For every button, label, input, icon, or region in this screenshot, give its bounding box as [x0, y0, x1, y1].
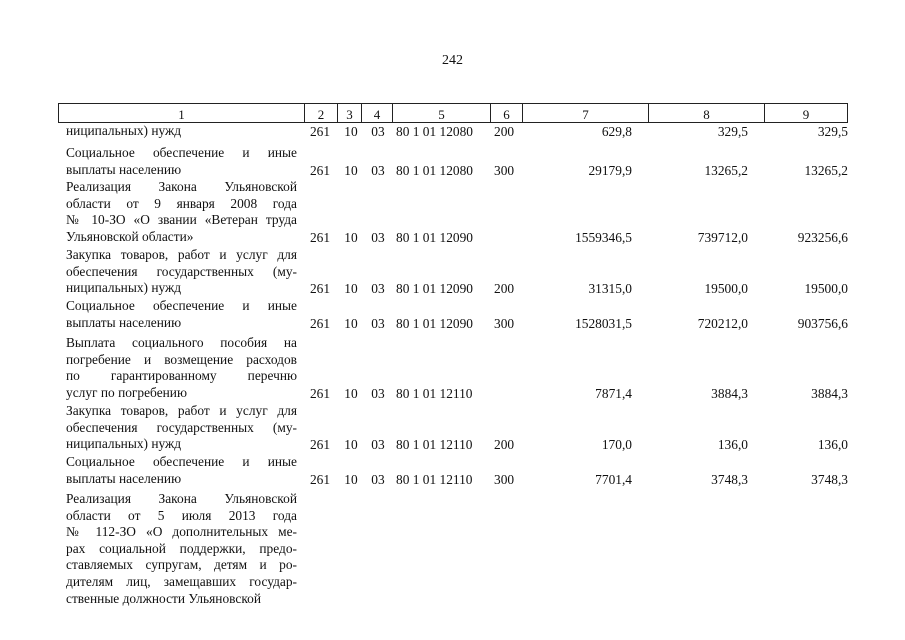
table-row [58, 123, 858, 142]
cell-section: 10 [344, 385, 358, 401]
cell-expense-type: 300 [494, 315, 515, 331]
description-line: ставляемых супругам, детям и ро- [66, 557, 297, 573]
cell-subsection: 03 [371, 124, 385, 139]
cell-amount-col7: 7871,4 [595, 385, 632, 401]
cell-amount-col9: 3748,3 [811, 471, 848, 487]
table-row [58, 403, 858, 455]
table-row [58, 491, 858, 609]
cell-target-article: 80 1 01 12110 [396, 471, 473, 487]
cell-grbs: 261 [309, 124, 331, 139]
cell-amount-col9: 923256,6 [797, 229, 848, 245]
header-col-5: 5 [392, 104, 490, 122]
cell-amount-col8: 3884,3 [711, 385, 748, 401]
cell-amount-col7: 7701,4 [595, 471, 632, 487]
header-col-9: 9 [764, 104, 848, 122]
header-col-7: 7 [522, 104, 648, 122]
header-col-3: 3 [337, 104, 361, 122]
cell-target-article: 80 1 01 12110 [396, 437, 473, 453]
cell-subsection: 03 [371, 437, 385, 453]
description-line: Социальное обеспечение и иные [66, 145, 297, 160]
table-row [58, 454, 858, 489]
header-col-1: 1 [58, 104, 304, 122]
table-row [58, 145, 858, 180]
cell-subsection: 03 [371, 471, 385, 487]
description-line: Закупка товаров, работ и услуг для [66, 247, 297, 262]
description-line: Закупка товаров, работ и услуг для [66, 403, 297, 418]
cell-amount-col8: 19500,0 [704, 281, 748, 297]
cell-grbs: 261 [309, 229, 331, 245]
row-description [66, 298, 297, 331]
header-col-2: 2 [304, 104, 337, 122]
cell-amount-col8: 329,5 [717, 124, 748, 139]
description-line: Социальное обеспечение и иные [66, 298, 297, 313]
cell-grbs: 261 [309, 162, 331, 178]
cell-amount-col9: 3884,3 [811, 385, 848, 401]
description-line: ниципальных) нужд [66, 436, 182, 452]
cell-amount-col9: 329,5 [817, 124, 848, 139]
cell-expense-type: 200 [494, 124, 515, 139]
cell-expense-type: 300 [494, 471, 515, 487]
cell-amount-col7: 1559346,5 [575, 229, 632, 245]
description-line: Социальное обеспечение и иные [66, 454, 297, 469]
row-description [66, 145, 297, 178]
cell-section: 10 [344, 229, 358, 245]
row-description [66, 403, 297, 453]
cell-amount-col8: 13265,2 [704, 162, 748, 178]
cell-grbs: 261 [309, 315, 331, 331]
description-line: № 10-ЗО «О звании «Ветеран труда [66, 212, 297, 228]
cell-amount-col7: 629,8 [601, 124, 632, 139]
cell-subsection: 03 [371, 162, 385, 178]
description-line: рах социальной поддержки, предо- [66, 540, 297, 556]
cell-subsection: 03 [371, 385, 385, 401]
cell-amount-col7: 170,0 [601, 437, 632, 453]
cell-amount-col7: 29179,9 [588, 162, 632, 178]
cell-grbs: 261 [309, 281, 331, 297]
cell-section: 10 [344, 281, 358, 297]
cell-expense-type: 200 [494, 437, 515, 453]
header-col-6: 6 [490, 104, 522, 122]
cell-section: 10 [344, 471, 358, 487]
cell-expense-type: 200 [494, 281, 515, 297]
table-row [58, 335, 858, 403]
table-row [58, 298, 858, 333]
description-line: выплаты населению [66, 470, 182, 486]
header-col-4: 4 [361, 104, 392, 122]
description-line: ниципальных) нужд [66, 123, 182, 138]
cell-grbs: 261 [309, 385, 331, 401]
cell-section: 10 [344, 124, 358, 139]
cell-amount-col9: 903756,6 [797, 315, 848, 331]
cell-amount-col7: 1528031,5 [575, 315, 632, 331]
cell-amount-col9: 136,0 [817, 437, 848, 453]
page-number: 242 [442, 53, 463, 68]
cell-amount-col9: 13265,2 [804, 162, 848, 178]
cell-amount-col9: 19500,0 [804, 281, 848, 297]
cell-amount-col7: 31315,0 [588, 281, 632, 297]
description-line: услуг по погребению [66, 384, 187, 400]
description-line: по гарантированному перечню [66, 368, 297, 384]
description-line: обеспечения государственных (му- [66, 419, 297, 435]
cell-subsection: 03 [371, 315, 385, 331]
cell-subsection: 03 [371, 281, 385, 297]
cell-grbs: 261 [309, 471, 331, 487]
cell-section: 10 [344, 437, 358, 453]
cell-subsection: 03 [371, 229, 385, 245]
cell-target-article: 80 1 01 12090 [396, 229, 473, 245]
description-line: области от 9 января 2008 года [66, 195, 297, 211]
cell-grbs: 261 [309, 437, 331, 453]
cell-section: 10 [344, 162, 358, 178]
row-description [66, 335, 297, 401]
row-description [66, 179, 297, 245]
table-row [58, 247, 858, 299]
description-line: ниципальных) нужд [66, 280, 182, 296]
cell-section: 10 [344, 315, 358, 331]
cell-target-article: 80 1 01 12090 [396, 315, 473, 331]
description-line: Реализация Закона Ульяновской [66, 179, 297, 194]
cell-amount-col8: 3748,3 [711, 471, 748, 487]
description-line: Реализация Закона Ульяновской [66, 491, 297, 506]
cell-target-article: 80 1 01 12080 [396, 162, 473, 178]
description-line: выплаты населению [66, 314, 182, 330]
row-description [66, 491, 297, 607]
cell-amount-col8: 739712,0 [697, 229, 748, 245]
description-line: обеспечения государственных (му- [66, 263, 297, 279]
cell-target-article: 80 1 01 12110 [396, 385, 473, 401]
row-description [66, 123, 297, 140]
row-description [66, 454, 297, 487]
table-header [58, 103, 848, 123]
cell-target-article: 80 1 01 12080 [396, 124, 473, 139]
description-line: выплаты населению [66, 161, 182, 177]
description-line: области от 5 июля 2013 года [66, 507, 297, 523]
cell-amount-col8: 720212,0 [697, 315, 748, 331]
header-col-8: 8 [648, 104, 764, 122]
row-description [66, 247, 297, 297]
cell-expense-type: 300 [494, 162, 515, 178]
description-line: № 112-ЗО «О дополнительных ме- [66, 524, 297, 540]
cell-target-article: 80 1 01 12090 [396, 281, 473, 297]
description-line: Ульяновской области» [66, 228, 194, 244]
cell-amount-col8: 136,0 [717, 437, 748, 453]
description-line: погребение и возмещение расходов [66, 351, 297, 367]
description-line: дителям лиц, замещавших государ- [66, 573, 297, 589]
table-row [58, 179, 858, 247]
description-line: ственные должности Ульяновской [66, 590, 262, 606]
description-line: Выплата социального пособия на [66, 335, 297, 350]
